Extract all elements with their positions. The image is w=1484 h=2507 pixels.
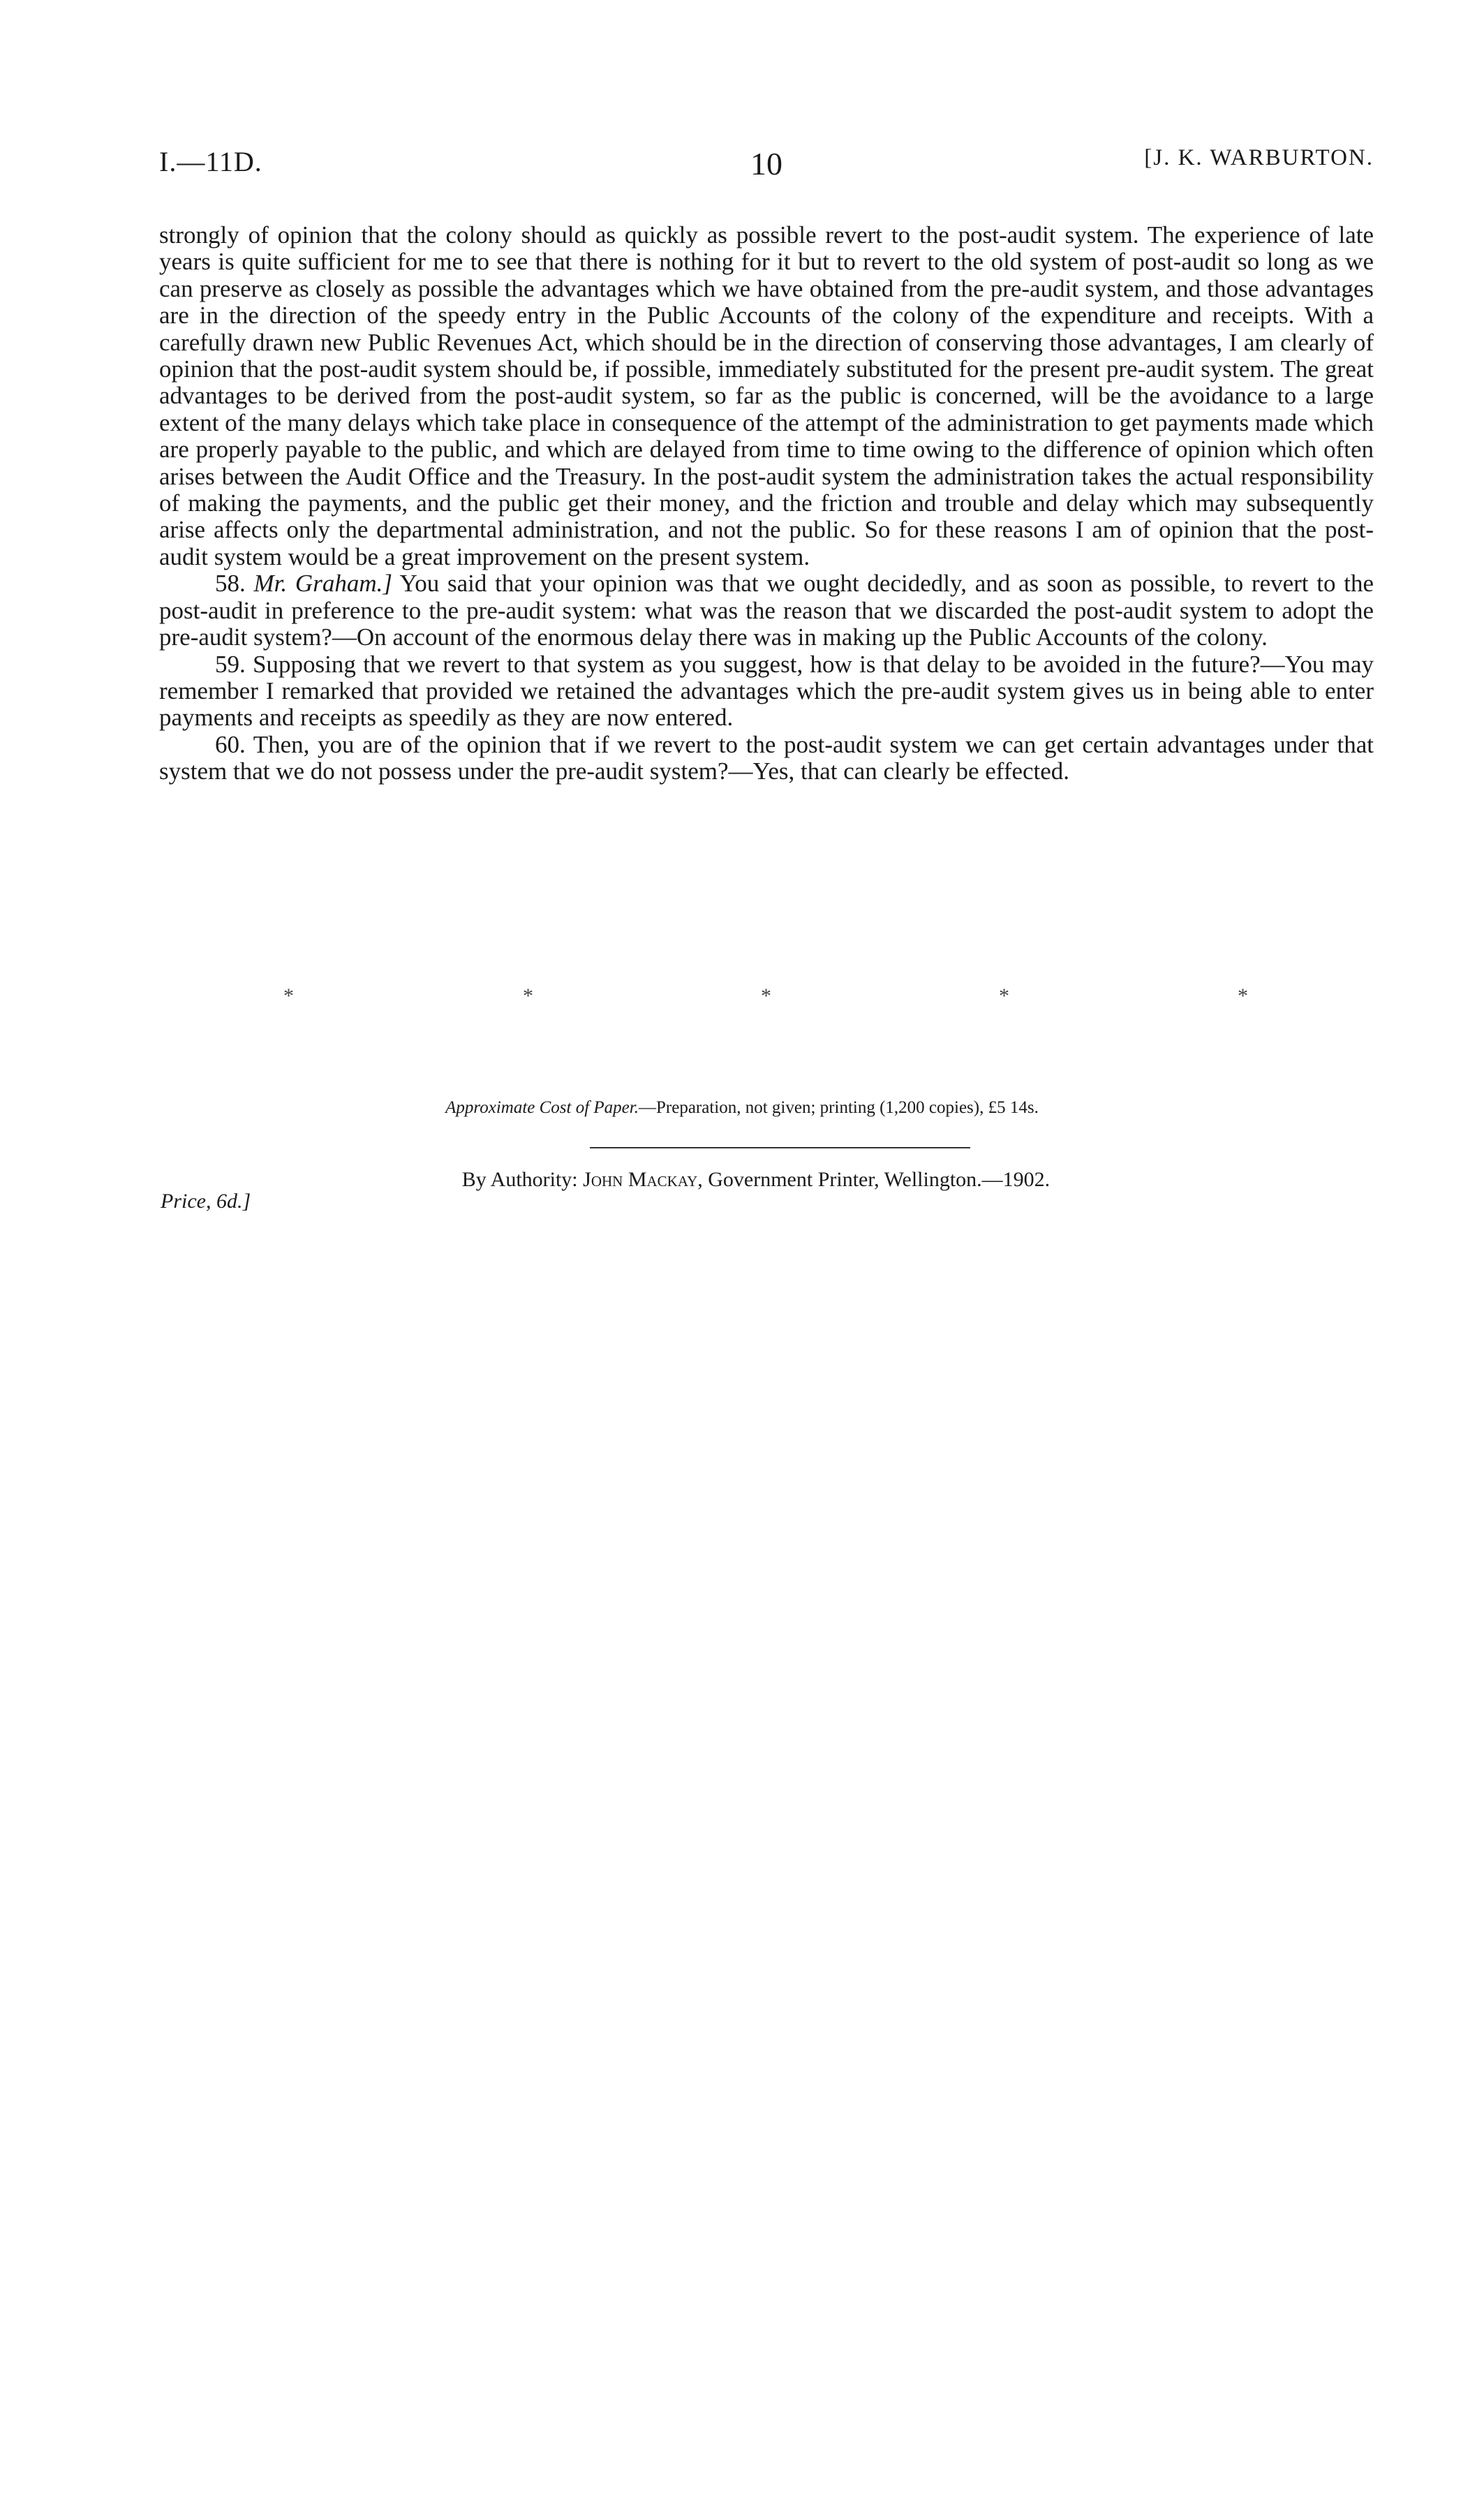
question-58 [159,570,1374,651]
speaker-name: Mr. Graham.] [253,570,392,598]
printing-authority [0,1168,1484,1192]
star-mark: * [1238,984,1248,1007]
body-text [159,222,1374,785]
question-text: Then, you are of the opinion that if we revert to the post-audit system we can get certain advantages under that system that we do not possess under the pre-audit system?—Yes, that can clearly be effected. [159,730,1374,785]
cost-text: —Preparation, not given; printing (1,200 copies), £5 14s. [639,1098,1039,1117]
authority-suffix: , Government Printer, Wellington.—1902. [697,1168,1051,1191]
question-59 [159,651,1374,732]
question-text: You said that your opinion was that we ought decidedly, and as soon as possible, to revert to the post-audit in preference to the pre-audit system: what was the reason that we discarded the post-audit system to adopt the pre-audit system?—On account of the enormous delay there was in making up the Public Accounts of the colony. [159,570,1374,651]
paper-reference: I.—11D. [159,146,262,177]
question-number: 60. [215,730,246,758]
witness-name: [J. K. WARBURTON. [1144,145,1374,170]
star-mark: * [283,984,294,1007]
question-number: 58. [215,570,246,598]
section-break-stars [159,984,1374,1012]
question-60 [159,732,1374,785]
question-text: Supposing that we revert to that system as you suggest, how is that delay to be avoided in the future?—You may remember I remarked that provided we retained the advantages which the pre-audit system gives us in being able to enter payments and receipts as speedily as they are now entered. [159,650,1374,732]
approximate-cost [0,1098,1484,1118]
price: Price, 6d.] [161,1190,251,1213]
star-mark: * [523,984,533,1007]
page-number: 10 [750,146,782,182]
star-mark: * [761,984,771,1007]
page-header [159,145,1374,187]
paragraph-continuation [159,222,1374,570]
authority-prefix: By Authority: [461,1168,578,1191]
cost-label: Approximate Cost of Paper. [445,1098,639,1117]
printer-name: John Mackay [583,1168,698,1191]
footer-divider [590,1147,970,1148]
paragraph-text: strongly of opinion that the colony should as quickly as possible revert to the post-audit system. The experience of late years is quite sufficient for me to see that there is nothing for it but to revert to the old system of post-audit so long as we can preserve as closely as possible the advantages which we have obtained from the pre-audit system, and those advantages are in the direction of the speedy entry in the Public Accounts of the colony of the expenditure and receipts. With a carefully drawn new Public Revenues Act, which should be in the direction of conserving those advantages, I am clearly of opinion that the post-audit system should be, if possible, immediately substituted for the present pre-audit system. The great advantages to be derived from the post-audit system, so far as the public is concerned, will be the avoidance to a large extent of the many delays which take place in consequence of the attempt of the administration to get payments made which are properly payable to the public, and which are delayed from time to time owing to the difference of opinion which often arises between the Audit Office and the Treasury. In the post-audit system the administration takes the actual responsibility of making the payments, and the public get their money, and the friction and trouble and delay which may subsequently arise affects only the departmental administration, and not the public. So for these reasons I am of opinion that the post-audit system would be a great improvement on the present system. [159,221,1374,570]
star-mark: * [999,984,1009,1007]
question-number: 59. [215,650,246,678]
